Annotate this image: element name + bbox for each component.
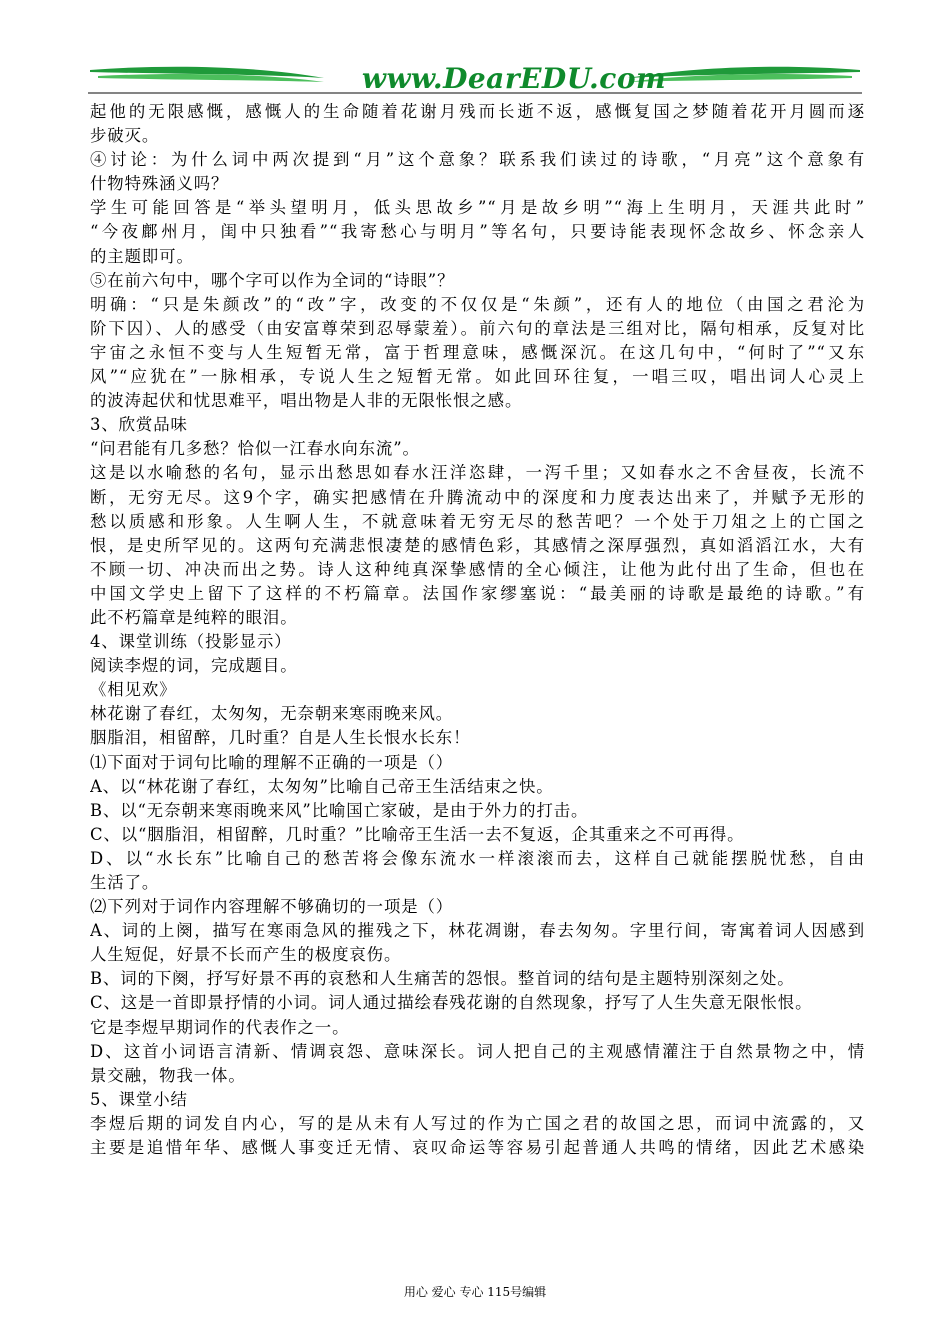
header-banner	[88, 60, 862, 96]
text-line: ⑵下列对于词作内容理解不够确切的一项是（）	[90, 897, 454, 917]
text-line: 主要是追惜年华、感慨人事变迁无情、哀叹命运等容易引起普通人共鸣的情绪，因此艺术感染	[90, 1138, 865, 1158]
text-line: 什物特殊涵义吗？	[90, 174, 229, 194]
text-line: 的波涛起伏和忧思难平，唱出物是人非的无限怅恨之感。	[90, 391, 523, 411]
text-line: 的主题即可。	[90, 246, 194, 266]
text-line: “今夜鄜州月，闺中只独看”“我寄愁心与明月”等名句，只要诗能表现怀念故乡、怀念亲人	[90, 222, 865, 242]
text-line: 明确：“只是朱颜改”的“改”字，改变的不仅仅是“朱颜”，还有人的地位（由国之君沦为	[90, 294, 865, 314]
page-footer: 用心 爱心 专心 115号编辑	[403, 1285, 547, 1299]
text-line: 人生短促，好景不长而产生的极度哀伤。	[90, 945, 402, 965]
text-line: 阶下囚）、人的感受（由安富尊荣到忍辱蒙羞）。前六句的章法是三组对比，隔句相承，反复对比	[90, 318, 865, 338]
text-line: 5、课堂小结	[90, 1089, 188, 1109]
text-line: A、词的上阕，描写在寒雨急风的摧残之下，林花凋谢，春去匆匆。字里行间，寄寓着词人因感到	[90, 921, 865, 941]
text-line: 断，无穷无尽。这9个字，确实把感情在升腾流动中的深度和力度表达出来了，并赋予无形的	[90, 487, 865, 507]
text-line: C、这是一首即景抒情的小词。词人通过描绘春残花谢的自然现象，抒写了人生失意无限怅恨。	[90, 993, 813, 1013]
text-line: 愁以质感和形象。人生啊人生，不就意味着无穷无尽的愁苦吧？一个处于刀俎之上的亡国之	[90, 511, 865, 531]
text-line: D、这首小词语言清新、情调哀怨、意味深长。词人把自己的主观感情灌注于自然景物之中，情	[90, 1041, 865, 1061]
text-line: 4、课堂训练（投影显示）	[90, 632, 292, 652]
text-line: 宇宙之永恒不变与人生短暂无常，富于哲理意味，感慨深沉。在这几句中，“何时了”“又东	[90, 342, 865, 362]
text-line: 3、欣赏品味	[90, 415, 188, 435]
text-line: 不顾一切、冲决而出之势。诗人这种纯真深挚感情的全心倾注，让他为此付出了生命，但也在	[90, 559, 865, 579]
text-line: 林花谢了春红，太匆匆，无奈朝来寒雨晚来风。	[90, 704, 454, 724]
text-line: 胭脂泪，相留醉，几时重？自是人生长恨水长东！	[90, 728, 471, 748]
text-line: 起他的无限感慨，感慨人的生命随着花谢月残而长逝不返，感慨复国之梦随着花开月圆而逐	[90, 102, 865, 121]
text-line: 学生可能回答是“举头望明月，低头思故乡”“月是故乡明”“海上生明月，天涯共此时”	[90, 198, 865, 218]
text-line: ⑤在前六句中，哪个字可以作为全词的“诗眼”？	[90, 270, 455, 290]
text-line: C、以“胭脂泪，相留醉，几时重？”比喻帝王生活一去不复返，企其重来之不可再得。	[90, 824, 745, 844]
text-line: 《相见欢》	[90, 680, 177, 700]
text-line: ⑴下面对于词句比喻的理解不正确的一项是（）	[90, 752, 454, 772]
text-line: 风”“应犹在”一脉相承，专说人生之短暂无常。如此回环往复，一唱三叹，唱出词人心灵上	[90, 367, 865, 387]
text-line: B、词的下阕，抒写好景不再的哀愁和人生痛苦的怨恨。整首词的结句是主题特别深刻之处。	[90, 969, 795, 989]
text-line: 这是以水喻愁的名句，显示出愁思如春水汪洋恣肆，一泻千里；又如春水之不舍昼夜，长流不	[90, 463, 865, 483]
text-line: ④讨论：为什么词中两次提到“月”这个意象？联系我们读过的诗歌，“月亮”这个意象有	[90, 150, 865, 170]
site-logo-text: www.DearEDU.com	[361, 62, 667, 95]
text-line: 李煜后期的词发自内心，写的是从未有人写过的作为亡国之君的故国之思，而词中流露的，又	[90, 1113, 865, 1133]
text-line: D、以“水长东”比喻自己的愁苦将会像东流水一样滚滚而去，这样自己就能摆脱忧愁，自由	[90, 848, 865, 868]
text-line: 阅读李煜的词，完成题目。	[90, 656, 298, 676]
text-line: 恨，是史所罕见的。这两句充满悲恨凄楚的感情色彩，其感情之深厚强烈，真如滔滔江水，大有	[90, 535, 865, 555]
document-body	[90, 100, 865, 1160]
text-line: 景交融，物我一体。	[90, 1065, 246, 1085]
text-line: 此不朽篇章是纯粹的眼泪。	[90, 607, 298, 627]
text-line: “问君能有几多愁？恰似一江春水向东流”。	[90, 439, 420, 459]
text-line: 它是李煜早期词作的代表作之一。	[90, 1017, 350, 1037]
text-line: 步破灭。	[90, 126, 160, 146]
text-line: 中国文学史上留下了这样的不朽篇章。法国作家缪塞说：“最美丽的诗歌是最绝的诗歌。”有	[90, 583, 865, 603]
text-line: B、以“无奈朝来寒雨晚来风”比喻国亡家破，是由于外力的打击。	[90, 800, 589, 820]
text-line: 生活了。	[90, 873, 160, 892]
text-line: A、以“林花谢了春红，太匆匆”比喻自己帝王生活结束之快。	[90, 776, 554, 796]
